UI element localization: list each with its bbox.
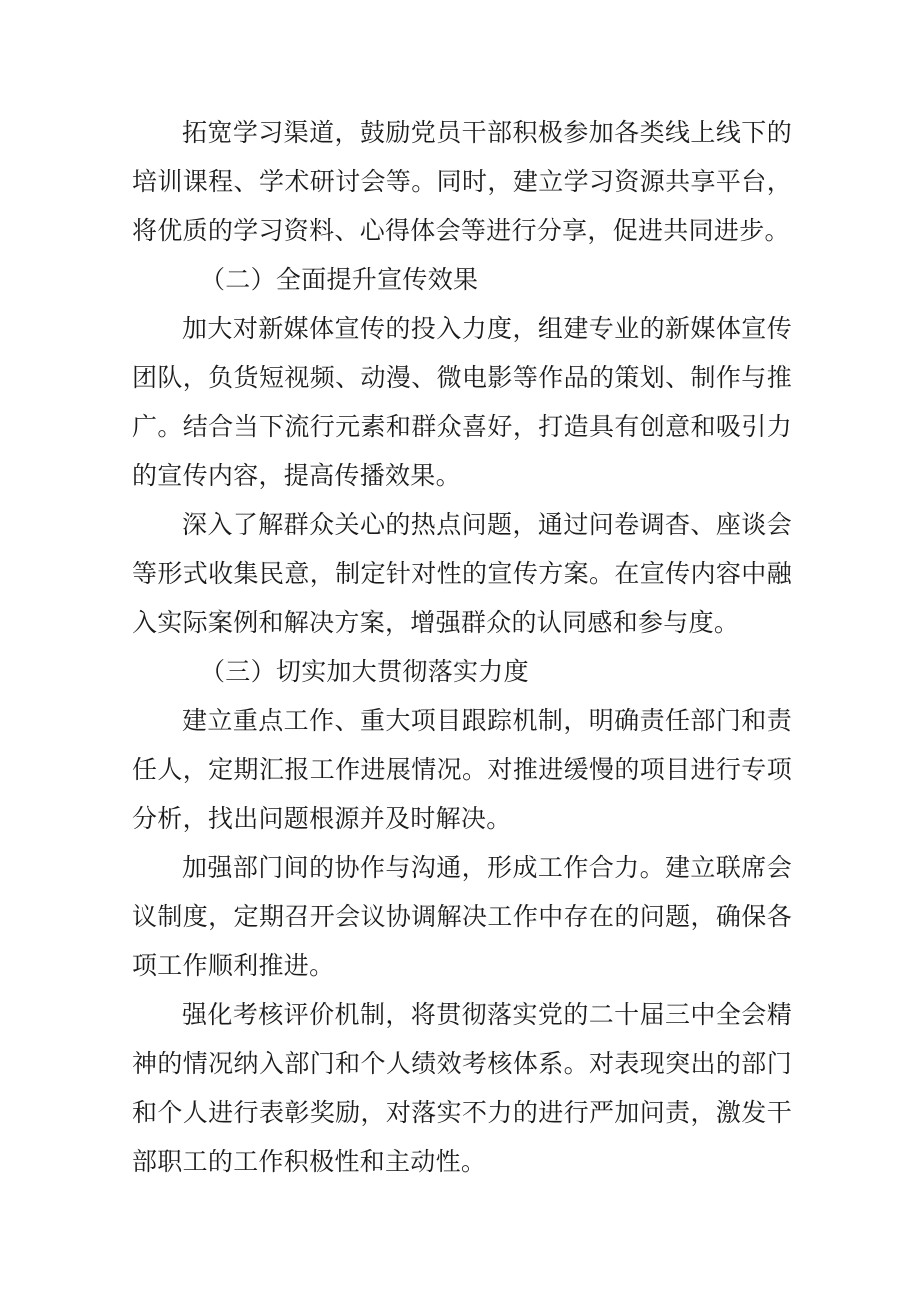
section-heading-3: （三）切实加大贯彻落实力度 bbox=[200, 657, 529, 686]
paragraph-coordination: 加强部门间的协作与沟通，形成工作合力。建立联席会议制度，定期召开会议协调解决工作中存在的问题，确保各项工作顺利推进。 bbox=[132, 853, 792, 980]
paragraph-learning-channels: 拓宽学习渠道，鼓励党员干部积极参加各类线上线下的培训课程、学术研讨会等。同时，建立学习资源共享平台，将优质的学习资料、心得体会等进行分享，促进共同进步。 bbox=[132, 118, 792, 245]
paragraph-tracking-mechanism: 建立重点工作、重大项目跟踪机制，明确责任部门和责任人，定期汇报工作进展情况。对推进缓慢的项目进行专项分析，找出问题根源并及时解决。 bbox=[132, 706, 792, 833]
paragraph-public-concerns: 深入了解群众关心的热点问题，通过问卷调杳、座谈会等形式收集民意，制定针对性的宣传方案。在宣传内容中融入实际案例和解决方案，增强群众的认同感和参与度。 bbox=[132, 510, 792, 637]
paragraph-evaluation: 强化考核评价机制，将贯彻落实党的二十届三中全会精神的情况纳入部门和个人绩效考核体系。对表现突出的部门和个人进行表彰奖励，对落实不力的进行严加问责，激发干部职工的工作积极性和主动性。 bbox=[132, 1000, 792, 1176]
paragraph-new-media: 加大对新媒体宣传的投入力度，组建专业的新媒体宣传团队，负货短视频、动漫、微电影等作品的策划、制作与推广。结合当下流行元素和群众喜好，打造具有创意和吸引力的宣传内容，提高传播效果。 bbox=[132, 314, 792, 490]
document-page bbox=[132, 108, 792, 1186]
section-heading-2: （二）全面提升宣传效果 bbox=[200, 265, 479, 294]
